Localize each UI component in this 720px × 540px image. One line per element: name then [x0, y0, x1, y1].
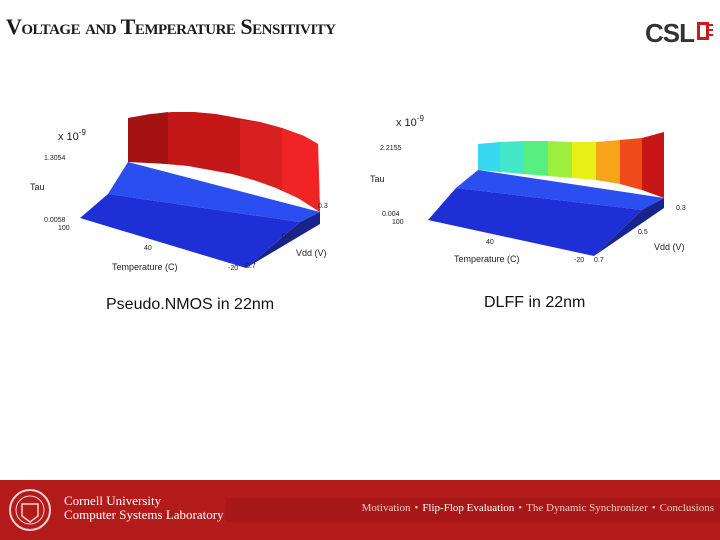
nav-motivation[interactable]: Motivation [361, 502, 411, 514]
footer [0, 480, 720, 540]
nav-separator: • [414, 502, 419, 514]
nav-separator: • [518, 502, 523, 514]
right-temp-tick-2: 40 [486, 239, 494, 246]
left-temp-tick-2: 40 [144, 245, 152, 252]
title-bar [0, 0, 720, 50]
left-vdd-tick-3: 0.7 [246, 263, 256, 270]
left-temp-tick-3: -20 [228, 265, 239, 272]
nav-separator: • [651, 502, 656, 514]
right-z-label: Tau [370, 174, 385, 184]
csl-logo [645, 18, 715, 46]
left-z-tick-low: 0.0058 [44, 217, 66, 224]
university-line-1: Cornell University [64, 493, 162, 508]
slide-title: Voltage and Temperature Sensitivity [6, 14, 336, 39]
left-temp-tick-1: 100 [58, 225, 70, 232]
nav-conclusions[interactable]: Conclusions [659, 502, 714, 514]
right-plot-caption: DLFF in 22nm [484, 294, 586, 311]
right-vdd-tick-2: 0.5 [638, 229, 648, 236]
left-surface-plot [28, 100, 338, 280]
left-vdd-tick-2: 0.5 [282, 233, 292, 240]
right-vdd-tick-1: 0.3 [676, 205, 686, 212]
right-surface-plot [358, 112, 698, 272]
right-temp-tick-1: 100 [392, 219, 404, 226]
left-vdd-tick-1: 0.3 [318, 203, 328, 210]
left-z-tick-high: 1.3054 [44, 155, 66, 162]
left-z-label: Tau [30, 182, 45, 192]
right-exponent: x $10^{-9}$ [396, 114, 424, 129]
university-line-2: Computer Systems Laboratory [64, 507, 224, 522]
left-vdd-label: Vdd (V) [296, 248, 327, 258]
right-vdd-label: Vdd (V) [654, 242, 685, 252]
nav-flip-flop-evaluation[interactable]: Flip-Flop Evaluation [422, 502, 515, 514]
left-plot-caption: Pseudo.NMOS in 22nm [106, 296, 275, 313]
right-temp-tick-3: -20 [574, 257, 585, 264]
right-z-tick-low: 0.004 [382, 211, 400, 218]
university-name [64, 494, 224, 522]
right-z-tick-high: 2.2155 [380, 145, 402, 152]
nav-dynamic-synchronizer[interactable]: The Dynamic Synchronizer [526, 502, 648, 514]
right-vdd-tick-3: 0.7 [594, 257, 604, 264]
csl-logo-text: CSL [645, 18, 694, 46]
right-temp-label: Temperature (C) [454, 254, 520, 264]
left-exponent: x $10^{-9}$ [58, 128, 86, 143]
section-nav-text [362, 502, 714, 514]
cornell-seal-icon [8, 486, 52, 534]
section-nav [226, 498, 720, 522]
left-temp-label: Temperature (C) [112, 262, 178, 272]
